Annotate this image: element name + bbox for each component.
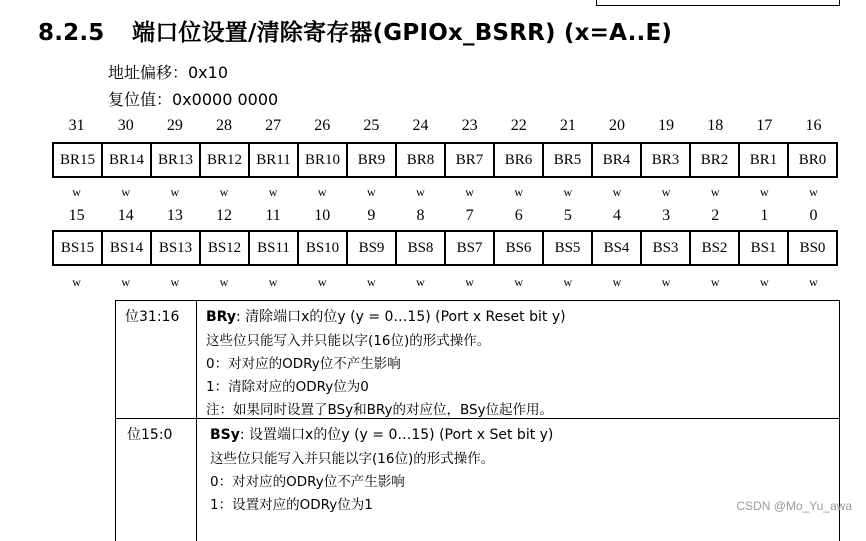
bit-number: 18	[707, 117, 724, 134]
watermark: CSDN @Mo_Yu_awa	[736, 499, 852, 513]
access-type: w	[416, 275, 425, 289]
bit-number: 29	[166, 117, 183, 134]
field-cell: BS11	[250, 232, 299, 264]
lower-access-row	[52, 275, 838, 290]
access-type: w	[219, 185, 229, 199]
field-cell: BR4	[593, 144, 642, 176]
access-type: w	[612, 185, 622, 199]
bit-number: 30	[117, 117, 134, 134]
description-note: 注：如果同时设置了BSy和BRy的对应位，BSy位起作用。	[206, 402, 554, 418]
description-line: 这些位只能写入并只能以字(16位)的形式操作。	[206, 333, 491, 349]
access-type: w	[72, 185, 81, 199]
access-type: w	[809, 185, 818, 199]
description-line: 1：设置对应的ODRy位为1	[210, 497, 373, 513]
access-type: w	[72, 275, 81, 289]
field-cell: BS15	[54, 232, 103, 264]
bit-number: 5	[563, 207, 572, 224]
field-name: BSy	[210, 427, 240, 443]
lower-bit-numbers	[52, 207, 838, 225]
field-cell: BS5	[544, 232, 593, 264]
access-type: w	[563, 185, 573, 199]
access-type: w	[809, 275, 818, 289]
description-line: 这些位只能写入并只能以字(16位)的形式操作。	[210, 451, 495, 467]
bit-number: 12	[215, 207, 232, 224]
bit-number: 19	[658, 117, 675, 134]
field-cell: BS0	[789, 232, 838, 264]
access-type: w	[121, 275, 131, 289]
access-type: w	[366, 185, 376, 199]
field-cell: BS8	[397, 232, 446, 264]
access-type: w	[710, 185, 720, 199]
address-offset: 地址偏移：0x10	[108, 63, 229, 82]
description-line: 1：清除对应的ODRy位为0	[206, 379, 369, 395]
access-type: w	[170, 275, 180, 289]
bit-number: 16	[805, 117, 822, 134]
bit-number: 6	[514, 207, 523, 224]
bit-number: 27	[265, 117, 282, 134]
bit-number: 0	[809, 207, 818, 224]
access-type: w	[416, 185, 425, 199]
access-type: w	[661, 275, 671, 289]
field-cell: BR2	[691, 144, 740, 176]
section-title	[38, 14, 672, 47]
field-cell: BR9	[348, 144, 397, 176]
bit-number: 11	[265, 207, 281, 224]
field-cell: BS6	[495, 232, 544, 264]
upper-bit-numbers	[52, 117, 838, 135]
field-cell: BS13	[152, 232, 201, 264]
field-cell: BS14	[103, 232, 152, 264]
description-line: 0：对对应的ODRy位不产生影响	[206, 356, 401, 372]
field-cell: BR7	[446, 144, 495, 176]
field-cell: BS7	[446, 232, 495, 264]
access-type: w	[170, 185, 180, 199]
bit-number: 31	[68, 117, 85, 134]
bit-number: 24	[412, 117, 429, 134]
bit-number: 7	[465, 207, 474, 224]
access-type: w	[465, 275, 474, 289]
access-type: w	[563, 275, 573, 289]
description-line: 0：对对应的ODRy位不产生影响	[210, 474, 405, 490]
bit-number: 9	[367, 207, 376, 224]
bit-number: 2	[711, 207, 720, 224]
field-cell: BR15	[54, 144, 103, 176]
bit-number: 15	[68, 207, 85, 224]
bit-number: 14	[117, 207, 134, 224]
field-cell: BR8	[397, 144, 446, 176]
field-heading	[206, 306, 566, 326]
access-type: w	[661, 185, 671, 199]
field-cell: BR6	[495, 144, 544, 176]
field-cell: BS2	[691, 232, 740, 264]
field-cell: BR13	[152, 144, 201, 176]
previous-table-edge	[596, 0, 840, 6]
field-cell: BS10	[299, 232, 348, 264]
access-type: w	[317, 185, 327, 199]
access-type: w	[710, 275, 720, 289]
field-cell: BR5	[544, 144, 593, 176]
bit-number: 23	[461, 117, 478, 134]
bit-number: 1	[760, 207, 769, 224]
field-cell: BR14	[103, 144, 152, 176]
field-cell: BR0	[789, 144, 838, 176]
field-cell: BS9	[348, 232, 397, 264]
row-divider	[116, 418, 839, 419]
field-cell: BS3	[642, 232, 691, 264]
field-cell: BR12	[201, 144, 250, 176]
access-type: w	[514, 275, 524, 289]
access-type: w	[759, 185, 769, 199]
bit-number: 20	[608, 117, 625, 134]
access-type: w	[317, 275, 327, 289]
bit-number: 22	[510, 117, 527, 134]
access-type: w	[612, 275, 622, 289]
upper-field-row	[52, 142, 838, 178]
field-summary: : 清除端口x的位y (y = 0…15) (Port x Reset bit y)	[235, 309, 566, 325]
field-cell: BR10	[299, 144, 348, 176]
field-cell: BS1	[740, 232, 789, 264]
reset-value: 复位值：0x0000 0000	[108, 90, 279, 109]
bit-number: 25	[363, 117, 380, 134]
bit-number: 4	[612, 207, 621, 224]
bit-number: 13	[166, 207, 183, 224]
access-type: w	[759, 275, 769, 289]
bit-number: 17	[756, 117, 773, 134]
bit-number: 26	[314, 117, 331, 134]
field-cell: BS4	[593, 232, 642, 264]
bit-range-label: 位31:16	[125, 309, 180, 325]
access-type: w	[121, 185, 131, 199]
upper-access-row	[52, 185, 838, 200]
bit-number: 10	[314, 207, 331, 224]
field-cell: BS12	[201, 232, 250, 264]
lower-field-row	[52, 230, 838, 266]
access-type: w	[268, 185, 278, 199]
column-divider	[196, 301, 197, 541]
section-title-text: 端口位设置/清除寄存器(GPIOx_BSRR) (x=A..E)	[132, 20, 673, 46]
access-type: w	[514, 185, 524, 199]
bit-range-label: 位15:0	[127, 427, 173, 443]
field-name: BRy	[206, 309, 236, 325]
bit-number: 21	[559, 117, 576, 134]
bit-number: 8	[416, 207, 425, 224]
field-cell: BR1	[740, 144, 789, 176]
access-type: w	[465, 185, 474, 199]
access-type: w	[366, 275, 376, 289]
field-heading	[210, 424, 553, 444]
field-cell: BR3	[642, 144, 691, 176]
bit-number: 28	[215, 117, 232, 134]
bit-description-table	[115, 300, 840, 541]
section-number: 8.2.5	[38, 20, 105, 46]
field-cell: BR11	[250, 144, 299, 176]
field-summary: : 设置端口x的位y (y = 0…15) (Port x Set bit y)	[239, 427, 554, 443]
access-type: w	[219, 275, 229, 289]
bit-number: 3	[662, 207, 671, 224]
access-type: w	[268, 275, 278, 289]
